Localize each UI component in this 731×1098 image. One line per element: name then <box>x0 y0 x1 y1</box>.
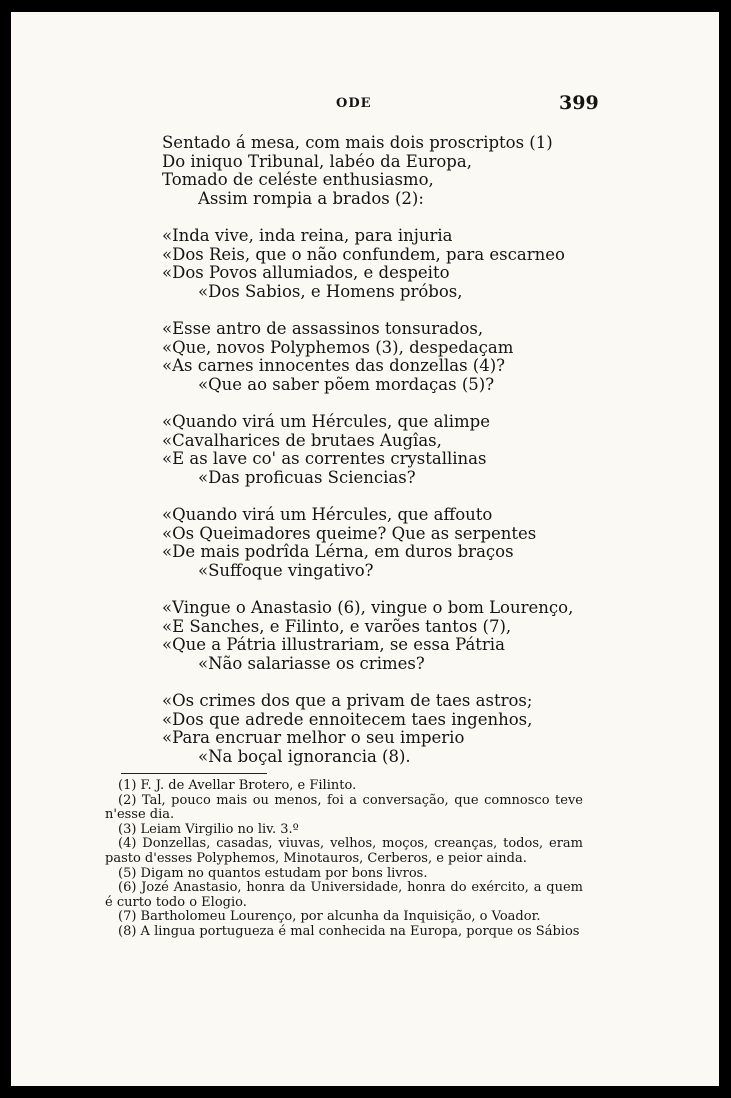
poem-line: «Dos que adrede ennoitecem taes ingenhos, <box>162 709 533 729</box>
poem-line: Do iniquo Tribunal, labéo da Europa, <box>162 151 472 171</box>
poem-line: Tomado de celéste enthusiasmo, <box>162 170 434 189</box>
footnote: (8) A lingua portugueza é mal conhecida na Europa, porque os Sábios <box>118 923 580 939</box>
poem-line: Sentado á mesa, com mais dois proscriptos (1) <box>162 133 553 152</box>
poem-line: «Que, novos Polyphemos (3), despedaçam <box>162 337 514 357</box>
poem-line: «E as lave co' as correntes crystallinas <box>162 449 487 468</box>
page-number: 399 <box>559 92 599 114</box>
stanza <box>162 599 592 673</box>
footnote: (4) Donzellas, casadas, viuvas, velhos, moços, creanças, todos, eram pasto d'esses Polyphemos, Minotauros, Cerberos, e peior ainda. <box>105 836 583 866</box>
stanza <box>162 506 592 580</box>
running-head <box>11 92 719 116</box>
stanza <box>162 320 592 394</box>
poem <box>162 134 592 785</box>
poem-line: «Esse antro de assassinos tonsurados, <box>162 319 484 338</box>
poem-line: «Quando virá um Hércules, que alimpe <box>162 412 491 431</box>
poem-line: «De mais podrîda Lérna, em duros braços <box>162 542 514 561</box>
poem-line: «Que a Pátria illustrariam, se essa Pátria <box>162 635 505 654</box>
page-title: ODE <box>336 96 372 111</box>
poem-line: «Para encruar melhor o seu imperio <box>162 728 465 747</box>
poem-line: «Das proficuas Sciencias? <box>198 467 416 487</box>
poem-line: «Os Queimadores queime? Que as serpentes <box>162 523 537 543</box>
stanza <box>162 227 592 301</box>
poem-line: «Dos Povos allumiados, e despeito <box>162 263 450 282</box>
footnote: (3) Leiam Virgilio no liv. 3.º <box>118 821 299 837</box>
footnote: (5) Digam no quantos estudam por bons livros. <box>118 865 428 881</box>
footnote: (1) F. J. de Avellar Brotero, e Filinto. <box>118 778 357 793</box>
poem-line: «Suffoque vingativo? <box>198 560 374 580</box>
poem-line: «Cavalharices de brutaes Augîas, <box>162 430 442 450</box>
stanza <box>162 413 592 487</box>
poem-line: «Na boçal ignorancia (8). <box>198 746 411 766</box>
footnote: (7) Bartholomeu Lourenço, por alcunha da Inquisição, o Voador. <box>118 909 541 925</box>
book-page <box>11 12 719 1086</box>
poem-line: «E Sanches, e Filinto, e varões tantos (7), <box>162 616 512 636</box>
footnote: (2) Tal, pouco mais ou menos, foi a conversação, que comnosco teve n'esse dia. <box>105 792 583 823</box>
poem-line: «Inda vive, inda reina, para injuria <box>162 226 453 245</box>
stanza <box>162 134 592 208</box>
footnotes <box>105 779 583 940</box>
footnote: (6) Jozé Anastasio, honra da Universidade, honra do exército, a quem é curto todo o Elogio. <box>105 880 583 910</box>
poem-line: «As carnes innocentes das donzellas (4)? <box>162 356 506 375</box>
poem-line: «Dos Sabios, e Homens próbos, <box>198 281 463 301</box>
footnote-rule <box>121 773 267 774</box>
poem-line: «Dos Reis, que o não confundem, para escarneo <box>162 244 565 264</box>
poem-line: «Não salariasse os crimes? <box>198 653 425 673</box>
poem-line: «Os crimes dos que a privam de taes astros; <box>162 691 533 710</box>
poem-line: «Vingue o Anastasio (6), vingue o bom Lourenço, <box>162 598 574 617</box>
stanza <box>162 692 592 766</box>
poem-line: Assim rompia a brados (2): <box>198 188 424 208</box>
poem-line: «Que ao saber põem mordaças (5)? <box>198 374 495 394</box>
poem-line: «Quando virá um Hércules, que affouto <box>162 505 493 524</box>
